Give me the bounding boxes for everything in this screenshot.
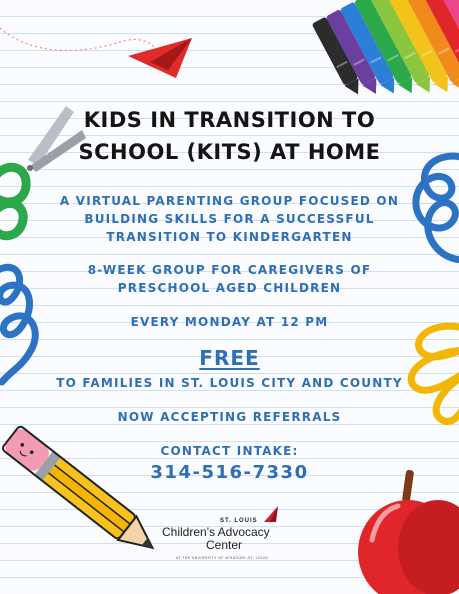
contact-label: CONTACT INTAKE: [160,444,299,458]
title-line-1: KIDS IN TRANSITION TO [83,108,376,132]
group-info-line-2: PRESCHOOL AGED CHILDREN [117,281,342,295]
title-line-2: SCHOOL (KITS) AT HOME [78,140,381,164]
description-line-1: A VIRTUAL PARENTING GROUP FOCUSED ON [59,194,400,208]
logo-top-text: ST. LOUIS [220,518,258,524]
description-line-3: TRANSITION TO KINDERGARTEN [106,230,353,244]
logo-line-1: Children's Advocacy [162,525,270,539]
logo-mark-icon [262,506,280,522]
referrals-status: NOW ACCEPTING REFERRALS [117,410,342,424]
group-info-line-1: 8-WEEK GROUP FOR CAREGIVERS OF [87,263,372,277]
description-line-2: BUILDING SKILLS FOR A SUCCESSFUL [84,212,375,226]
logo [162,506,302,568]
phone-number: 314-516-7330 [150,462,309,483]
logo-line-2: Center [206,538,243,552]
logo-tagline: AT THE UNIVERSITY OF MISSOURI–ST. LOUIS [176,556,269,560]
schedule: EVERY MONDAY AT 12 PM [130,315,329,329]
price-free: FREE [199,346,260,370]
eligibility: TO FAMILIES IN ST. LOUIS CITY AND COUNTY [56,376,403,390]
